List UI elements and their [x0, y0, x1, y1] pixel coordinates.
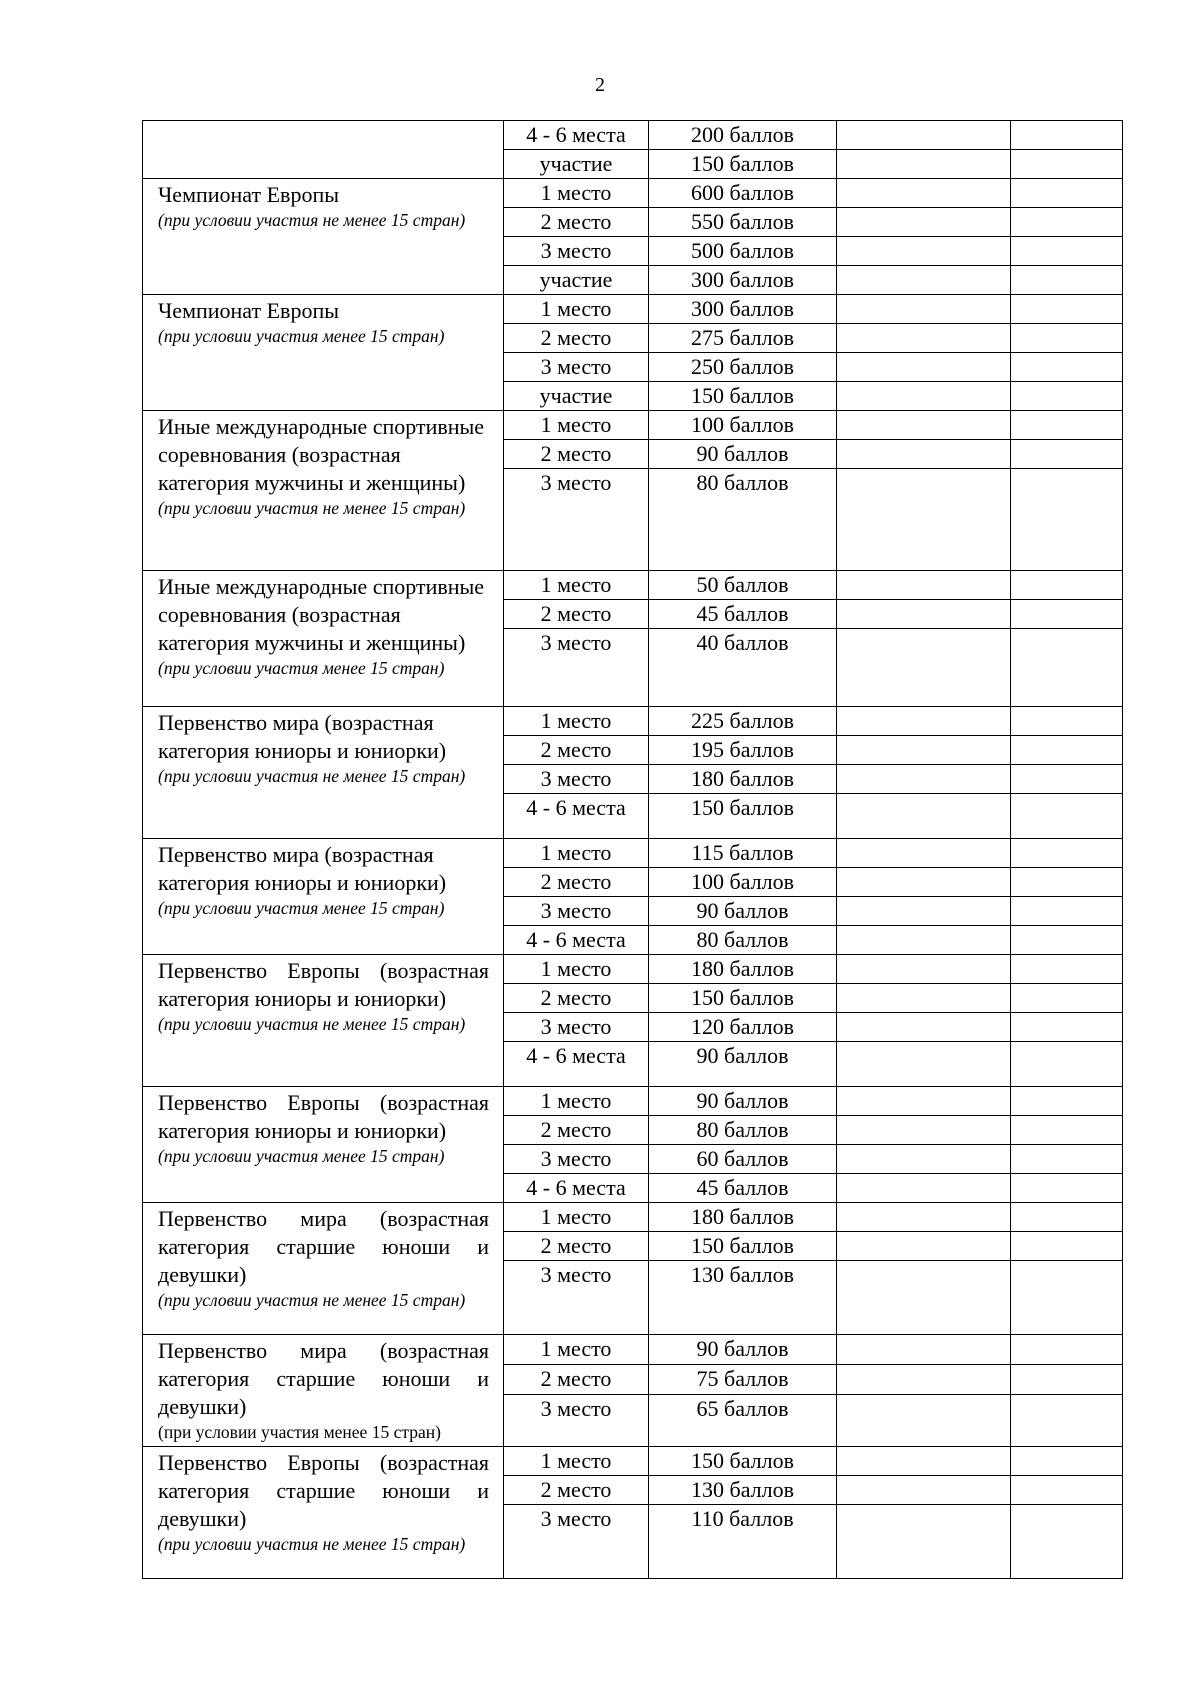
empty-cell — [837, 1042, 1011, 1087]
place-cell: 2 место — [504, 868, 649, 897]
place-cell: 1 место — [504, 411, 649, 440]
points-cell: 45 баллов — [649, 600, 837, 629]
place-cell: участие — [504, 150, 649, 179]
place-cell: 3 место — [504, 1013, 649, 1042]
competition-name: Первенство мира (возрастная категория старшие юноши и девушки) — [158, 1206, 489, 1287]
points-cell: 130 баллов — [649, 1261, 837, 1335]
points-cell: 90 баллов — [649, 1087, 837, 1116]
points-cell: 45 баллов — [649, 1174, 837, 1203]
participation-condition: (при условии участия не менее 15 стран) — [158, 210, 466, 230]
empty-cell — [1011, 1203, 1123, 1232]
empty-cell — [837, 926, 1011, 955]
points-cell: 120 баллов — [649, 1013, 837, 1042]
empty-cell — [837, 1145, 1011, 1174]
empty-cell — [1011, 324, 1123, 353]
points-cell: 100 баллов — [649, 868, 837, 897]
empty-cell — [837, 839, 1011, 868]
table-row — [143, 1087, 1123, 1116]
competition-cell — [143, 411, 504, 571]
points-cell: 90 баллов — [649, 897, 837, 926]
points-cell: 195 баллов — [649, 736, 837, 765]
empty-cell — [1011, 1087, 1123, 1116]
points-cell: 110 баллов — [649, 1505, 837, 1579]
empty-cell — [837, 382, 1011, 411]
points-cell: 80 баллов — [649, 926, 837, 955]
empty-cell — [1011, 353, 1123, 382]
points-cell: 150 баллов — [649, 1447, 837, 1476]
points-cell: 115 баллов — [649, 839, 837, 868]
table-row — [143, 1203, 1123, 1232]
place-cell: 2 место — [504, 736, 649, 765]
points-cell: 90 баллов — [649, 440, 837, 469]
competition-cell — [143, 707, 504, 839]
participation-condition: (при условии участия менее 15 стран) — [158, 326, 445, 346]
points-cell: 80 баллов — [649, 469, 837, 571]
table-row — [143, 121, 1123, 150]
empty-cell — [837, 629, 1011, 707]
place-cell: 2 место — [504, 324, 649, 353]
place-cell: 3 место — [504, 765, 649, 794]
table-row — [143, 571, 1123, 600]
empty-cell — [1011, 926, 1123, 955]
empty-cell — [837, 237, 1011, 266]
empty-cell — [837, 1335, 1011, 1365]
points-cell: 75 баллов — [649, 1364, 837, 1394]
points-cell: 500 баллов — [649, 237, 837, 266]
scoring-table — [142, 120, 1123, 1579]
place-cell: 3 место — [504, 237, 649, 266]
competition-cell — [143, 955, 504, 1087]
empty-cell — [1011, 1476, 1123, 1505]
empty-cell — [837, 179, 1011, 208]
points-cell: 150 баллов — [649, 794, 837, 839]
competition-cell — [143, 839, 504, 955]
table-row — [143, 707, 1123, 736]
competition-cell — [143, 121, 504, 179]
empty-cell — [1011, 707, 1123, 736]
points-cell: 90 баллов — [649, 1042, 837, 1087]
empty-cell — [837, 266, 1011, 295]
points-cell: 65 баллов — [649, 1394, 837, 1446]
points-cell: 50 баллов — [649, 571, 837, 600]
participation-condition: (при условии участия не менее 15 стран) — [158, 1534, 466, 1554]
place-cell: 1 место — [504, 839, 649, 868]
points-cell: 90 баллов — [649, 1335, 837, 1365]
empty-cell — [1011, 469, 1123, 571]
points-cell: 60 баллов — [649, 1145, 837, 1174]
empty-cell — [837, 868, 1011, 897]
competition-cell — [143, 1087, 504, 1203]
empty-cell — [1011, 1145, 1123, 1174]
place-cell: 1 место — [504, 1203, 649, 1232]
competition-name: Первенство мира (возрастная категория юниоры и юниорки) — [158, 710, 447, 763]
empty-cell — [1011, 1261, 1123, 1335]
empty-cell — [1011, 1232, 1123, 1261]
points-cell: 300 баллов — [649, 266, 837, 295]
place-cell: 1 место — [504, 1447, 649, 1476]
points-cell: 150 баллов — [649, 1232, 837, 1261]
table-row — [143, 179, 1123, 208]
empty-cell — [837, 1203, 1011, 1232]
empty-cell — [1011, 984, 1123, 1013]
place-cell: 2 место — [504, 600, 649, 629]
empty-cell — [1011, 382, 1123, 411]
empty-cell — [837, 1394, 1011, 1446]
place-cell: 1 место — [504, 179, 649, 208]
competition-name: Первенство Европы (возрастная категория юниоры и юниорки) — [158, 1090, 489, 1143]
place-cell: 1 место — [504, 707, 649, 736]
competition-name: Иные международные спортивные соревнования (возрастная категория мужчины и женщины) — [158, 414, 485, 495]
competition-name: Чемпионат Европы — [158, 298, 339, 323]
place-cell: 2 место — [504, 1364, 649, 1394]
empty-cell — [837, 324, 1011, 353]
place-cell: 4 - 6 места — [504, 794, 649, 839]
points-cell: 275 баллов — [649, 324, 837, 353]
empty-cell — [1011, 121, 1123, 150]
empty-cell — [1011, 411, 1123, 440]
place-cell: 1 место — [504, 1087, 649, 1116]
participation-condition: (при условии участия менее 15 стран) — [158, 1422, 441, 1442]
table-row — [143, 1335, 1123, 1365]
place-cell: 1 место — [504, 955, 649, 984]
place-cell: 4 - 6 места — [504, 1042, 649, 1087]
competition-name: Первенство Европы (возрастная категория старшие юноши и девушки) — [158, 1450, 489, 1531]
empty-cell — [837, 984, 1011, 1013]
competition-name: Первенство мира (возрастная категория юниоры и юниорки) — [158, 842, 447, 895]
points-cell: 250 баллов — [649, 353, 837, 382]
empty-cell — [1011, 1335, 1123, 1365]
place-cell: участие — [504, 266, 649, 295]
points-cell: 150 баллов — [649, 150, 837, 179]
empty-cell — [1011, 1505, 1123, 1579]
empty-cell — [837, 1364, 1011, 1394]
points-cell: 550 баллов — [649, 208, 837, 237]
empty-cell — [837, 469, 1011, 571]
points-cell: 40 баллов — [649, 629, 837, 707]
page-number: 2 — [595, 74, 605, 96]
empty-cell — [1011, 839, 1123, 868]
empty-cell — [837, 897, 1011, 926]
empty-cell — [1011, 765, 1123, 794]
place-cell: 4 - 6 места — [504, 926, 649, 955]
empty-cell — [837, 353, 1011, 382]
empty-cell — [1011, 1364, 1123, 1394]
empty-cell — [837, 1261, 1011, 1335]
table-row — [143, 295, 1123, 324]
empty-cell — [1011, 897, 1123, 926]
empty-cell — [1011, 1174, 1123, 1203]
place-cell: 1 место — [504, 571, 649, 600]
points-cell: 150 баллов — [649, 382, 837, 411]
participation-condition: (при условии участия менее 15 стран) — [158, 1146, 445, 1166]
place-cell: 2 место — [504, 440, 649, 469]
place-cell: 3 место — [504, 469, 649, 571]
place-cell: 4 - 6 места — [504, 1174, 649, 1203]
empty-cell — [1011, 1013, 1123, 1042]
empty-cell — [1011, 179, 1123, 208]
empty-cell — [837, 440, 1011, 469]
place-cell: 3 место — [504, 353, 649, 382]
place-cell: 3 место — [504, 1394, 649, 1446]
empty-cell — [1011, 1447, 1123, 1476]
competition-cell — [143, 1335, 504, 1447]
empty-cell — [1011, 794, 1123, 839]
points-cell: 600 баллов — [649, 179, 837, 208]
competition-name: Первенство Европы (возрастная категория юниоры и юниорки) — [158, 958, 489, 1011]
empty-cell — [1011, 571, 1123, 600]
empty-cell — [1011, 1116, 1123, 1145]
table-row — [143, 411, 1123, 440]
place-cell: 2 место — [504, 1232, 649, 1261]
participation-condition: (при условии участия не менее 15 стран) — [158, 766, 466, 786]
points-cell: 80 баллов — [649, 1116, 837, 1145]
points-cell: 225 баллов — [649, 707, 837, 736]
empty-cell — [837, 411, 1011, 440]
competition-name: Иные международные спортивные соревнования (возрастная категория мужчины и женщины) — [158, 574, 485, 655]
participation-condition: (при условии участия не менее 15 стран) — [158, 1290, 466, 1310]
points-cell: 130 баллов — [649, 1476, 837, 1505]
points-cell: 180 баллов — [649, 765, 837, 794]
empty-cell — [837, 1476, 1011, 1505]
empty-cell — [1011, 1394, 1123, 1446]
points-cell: 180 баллов — [649, 1203, 837, 1232]
empty-cell — [1011, 266, 1123, 295]
points-cell: 200 баллов — [649, 121, 837, 150]
competition-cell — [143, 1203, 504, 1335]
participation-condition: (при условии участия менее 15 стран) — [158, 658, 445, 678]
participation-condition: (при условии участия менее 15 стран) — [158, 898, 445, 918]
points-cell: 150 баллов — [649, 984, 837, 1013]
empty-cell — [837, 208, 1011, 237]
empty-cell — [1011, 629, 1123, 707]
empty-cell — [837, 794, 1011, 839]
empty-cell — [837, 150, 1011, 179]
table-row — [143, 1447, 1123, 1476]
place-cell: 2 место — [504, 208, 649, 237]
place-cell: 1 место — [504, 1335, 649, 1365]
empty-cell — [1011, 295, 1123, 324]
empty-cell — [1011, 868, 1123, 897]
competition-cell — [143, 571, 504, 707]
points-cell: 300 баллов — [649, 295, 837, 324]
empty-cell — [837, 1505, 1011, 1579]
empty-cell — [1011, 237, 1123, 266]
place-cell: 3 место — [504, 1261, 649, 1335]
place-cell: 3 место — [504, 897, 649, 926]
empty-cell — [837, 955, 1011, 984]
place-cell: 4 - 6 места — [504, 121, 649, 150]
empty-cell — [837, 571, 1011, 600]
participation-condition: (при условии участия не менее 15 стран) — [158, 1014, 466, 1034]
empty-cell — [837, 707, 1011, 736]
empty-cell — [1011, 440, 1123, 469]
empty-cell — [837, 736, 1011, 765]
place-cell: 2 место — [504, 984, 649, 1013]
empty-cell — [837, 1174, 1011, 1203]
points-cell: 180 баллов — [649, 955, 837, 984]
points-cell: 100 баллов — [649, 411, 837, 440]
place-cell: 1 место — [504, 295, 649, 324]
empty-cell — [837, 600, 1011, 629]
place-cell: 2 место — [504, 1476, 649, 1505]
participation-condition: (при условии участия не менее 15 стран) — [158, 498, 466, 518]
competition-cell — [143, 295, 504, 411]
table-row — [143, 839, 1123, 868]
competition-name: Первенство мира (возрастная категория старшие юноши и девушки) — [158, 1338, 489, 1419]
competition-cell — [143, 179, 504, 295]
empty-cell — [837, 1447, 1011, 1476]
empty-cell — [837, 1116, 1011, 1145]
empty-cell — [837, 295, 1011, 324]
place-cell: 3 место — [504, 1145, 649, 1174]
empty-cell — [1011, 736, 1123, 765]
empty-cell — [837, 1013, 1011, 1042]
empty-cell — [837, 1087, 1011, 1116]
place-cell: 3 место — [504, 1505, 649, 1579]
empty-cell — [837, 1232, 1011, 1261]
empty-cell — [1011, 1042, 1123, 1087]
place-cell: 3 место — [504, 629, 649, 707]
place-cell: 2 место — [504, 1116, 649, 1145]
empty-cell — [1011, 600, 1123, 629]
empty-cell — [1011, 150, 1123, 179]
competition-name: Чемпионат Европы — [158, 182, 339, 207]
table-row — [143, 955, 1123, 984]
empty-cell — [837, 121, 1011, 150]
empty-cell — [1011, 955, 1123, 984]
empty-cell — [1011, 208, 1123, 237]
empty-cell — [837, 765, 1011, 794]
place-cell: участие — [504, 382, 649, 411]
competition-cell — [143, 1447, 504, 1579]
